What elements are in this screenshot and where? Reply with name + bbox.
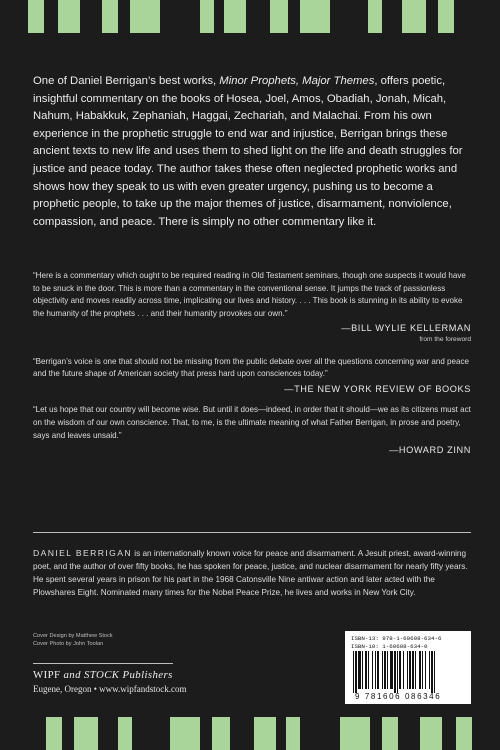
barcode-bar — [382, 651, 383, 689]
stripe-segment — [442, 717, 456, 750]
top-stripe-band — [0, 0, 500, 33]
barcode-bar — [429, 651, 430, 689]
endorsement-quote: “Let us hope that our country will become wise. But until it does—indeed, in order that it should—we as its citizens must act on the wisdom of our own conscience. That, to me, is the ultimate meaning of what Father Berrigan, in prose and poetry, says and leaves unsaid.” — [33, 405, 471, 440]
stripe-segment — [300, 717, 340, 750]
stripe-segment — [0, 717, 46, 750]
stripe-segment — [254, 717, 276, 750]
barcode-bar — [409, 651, 411, 689]
endorsement-attribution: —BILL WYLIE KELLERMAN — [341, 323, 471, 334]
stripe-segment — [46, 717, 62, 750]
stripe-segment — [270, 0, 288, 33]
barcode-bar — [419, 651, 421, 689]
stripe-segment — [118, 717, 132, 750]
barcode-bar — [355, 651, 357, 693]
isbn10-label: ISBN-10: 1-60608-634-0 — [351, 643, 428, 650]
description-text-start: One of Daniel Berrigan’s best works, — [33, 75, 220, 87]
stripe-segment — [44, 0, 58, 33]
stripe-segment — [300, 0, 330, 33]
stripe-segment — [456, 717, 472, 750]
stripe-segment — [246, 0, 270, 33]
isbn-barcode — [345, 631, 471, 704]
barcode-bar — [415, 651, 416, 689]
stripe-segment — [170, 717, 200, 750]
barcode-bar — [431, 651, 433, 693]
stripe-segment — [340, 717, 370, 750]
stripe-segment — [398, 717, 420, 750]
barcode-bar — [390, 651, 393, 689]
endorsements — [33, 270, 471, 457]
stripe-segment — [402, 0, 426, 33]
stripe-segment — [230, 717, 254, 750]
barcode-bar — [403, 651, 404, 689]
publisher-name-rest: and STOCK Publishers — [60, 669, 173, 681]
stripe-segment — [368, 0, 382, 33]
barcode-bar — [399, 651, 401, 689]
stripe-segment — [426, 0, 438, 33]
barcode-bar — [362, 651, 363, 689]
barcode-bar — [387, 651, 388, 689]
stripe-segment — [130, 0, 160, 33]
stripe-segment — [420, 717, 442, 750]
stripe-segment — [80, 0, 102, 33]
publisher-name — [33, 669, 173, 681]
author-bio-text: is an internationally known voice for peace and disarmament. A Jesuit priest, award-winning poet, and the author of over fifty books, he has spoken for peace, justice, and nuclear disarmament for nearly fifty years. He spent several years in prison for his part in the 1968 Catonsville Nine antiwar action and later acted with the Plowshares Eight. Nominated many times for the Nobel Peace Prize, he lives and works in New York City. — [33, 549, 468, 597]
barcode-bar — [412, 651, 414, 689]
endorsement-quote: “Berrigan’s voice is one that should not be missing from the public debate over all the questions concerning war and peace and the future shape of American society that press hard upon consciences today.” — [33, 356, 469, 379]
author-name: DANIEL BERRIGAN — [33, 548, 132, 558]
book-description — [33, 73, 473, 231]
stripe-segment — [330, 0, 368, 33]
stripe-segment — [160, 0, 200, 33]
endorsement-attribution: —THE NEW YORK REVIEW OF BOOKS — [284, 383, 471, 394]
barcode-bar — [394, 651, 396, 693]
stripe-segment — [98, 717, 118, 750]
barcode-digits: 9 781606 086346 — [355, 692, 442, 701]
barcode-bar — [425, 651, 426, 689]
book-title-italic: Minor Prophets, Major Themes — [219, 75, 375, 87]
publisher-address: Eugene, Oregon • www.wipfandstock.com — [33, 684, 187, 694]
stripe-segment — [28, 0, 44, 33]
stripe-segment — [288, 0, 300, 33]
stripe-segment — [224, 0, 246, 33]
barcode-bar — [434, 651, 435, 693]
barcode-bar — [407, 651, 408, 689]
publisher-rule — [33, 663, 173, 664]
stripe-segment — [472, 717, 500, 750]
barcode-bar — [377, 651, 379, 689]
barcode-bar — [353, 651, 354, 693]
barcode-bar — [375, 651, 376, 689]
stripe-segment — [0, 0, 28, 33]
barcode-bar — [365, 651, 367, 689]
barcode-bar — [358, 651, 361, 689]
endorsement-attribution: —HOWARD ZINN — [389, 445, 471, 456]
description-text-rest: , offers poetic, insightful commentary on the books of Hosea, Joel, Amos, Obadiah, Jonah, Micah, Nahum, Habakkuk, Zephaniah, Haggai, Zechariah, and Malachai. From his own experience in the prophetic struggle to end war and injustice, Berrigan brings these ancient texts to new life and uses them to shed light on the life and death struggles for justice and peace today. The author takes these often neglected prophetic works and shows how they speak to us with even greater urgency, pushing us to become a prophetic people, to take up the major themes of justice, disarmament, nonviolence, compassion, and peace. There is simply no other commentary like it. — [33, 75, 463, 228]
stripe-segment — [200, 0, 214, 33]
cover-credits — [33, 632, 113, 648]
cover-photo-credit: Cover Photo by John Toolan — [33, 641, 104, 648]
stripe-segment — [454, 0, 500, 33]
stripe-segment — [276, 717, 286, 750]
barcode-bar — [368, 651, 369, 689]
barcode-bar — [397, 651, 398, 693]
stripe-segment — [200, 717, 212, 750]
divider-rule — [33, 532, 471, 533]
stripe-segment — [58, 0, 80, 33]
endorsement-quote: “Here is a commentary which ought to be required reading in Old Testament seminars, though one suspects it would have to be snuck in the door. This is more than a commentary in the conventional sense. It jumps the track of passionless objectivity and moves readily across time, implicating our lives and history. . . . This book is stunning in its ability to evoke the humanity of the prophets . . . and their humanity provokes our own.” — [33, 271, 466, 318]
stripe-segment — [382, 0, 402, 33]
stripe-segment — [212, 717, 230, 750]
stripe-segment — [382, 717, 398, 750]
stripe-segment — [74, 717, 98, 750]
author-bio — [33, 547, 473, 599]
publisher-name-wipf: WIPF — [33, 669, 61, 681]
barcode-bar — [384, 651, 386, 689]
cover-design-credit: Cover Design by Matthew Stock — [33, 633, 113, 639]
stripe-segment — [62, 717, 74, 750]
stripe-segment — [102, 0, 118, 33]
isbn13-label: ISBN-13: 978-1-60608-634-6 — [351, 635, 442, 642]
stripe-segment — [214, 0, 224, 33]
barcode-bar — [422, 651, 423, 689]
stripe-segment — [438, 0, 454, 33]
stripe-segment — [132, 717, 170, 750]
bottom-stripe-band — [0, 717, 500, 750]
barcode-bar — [372, 651, 373, 689]
stripe-segment — [286, 717, 300, 750]
stripe-segment — [370, 717, 382, 750]
stripe-segment — [118, 0, 130, 33]
endorsement-attribution-note: from the foreword — [419, 335, 471, 343]
